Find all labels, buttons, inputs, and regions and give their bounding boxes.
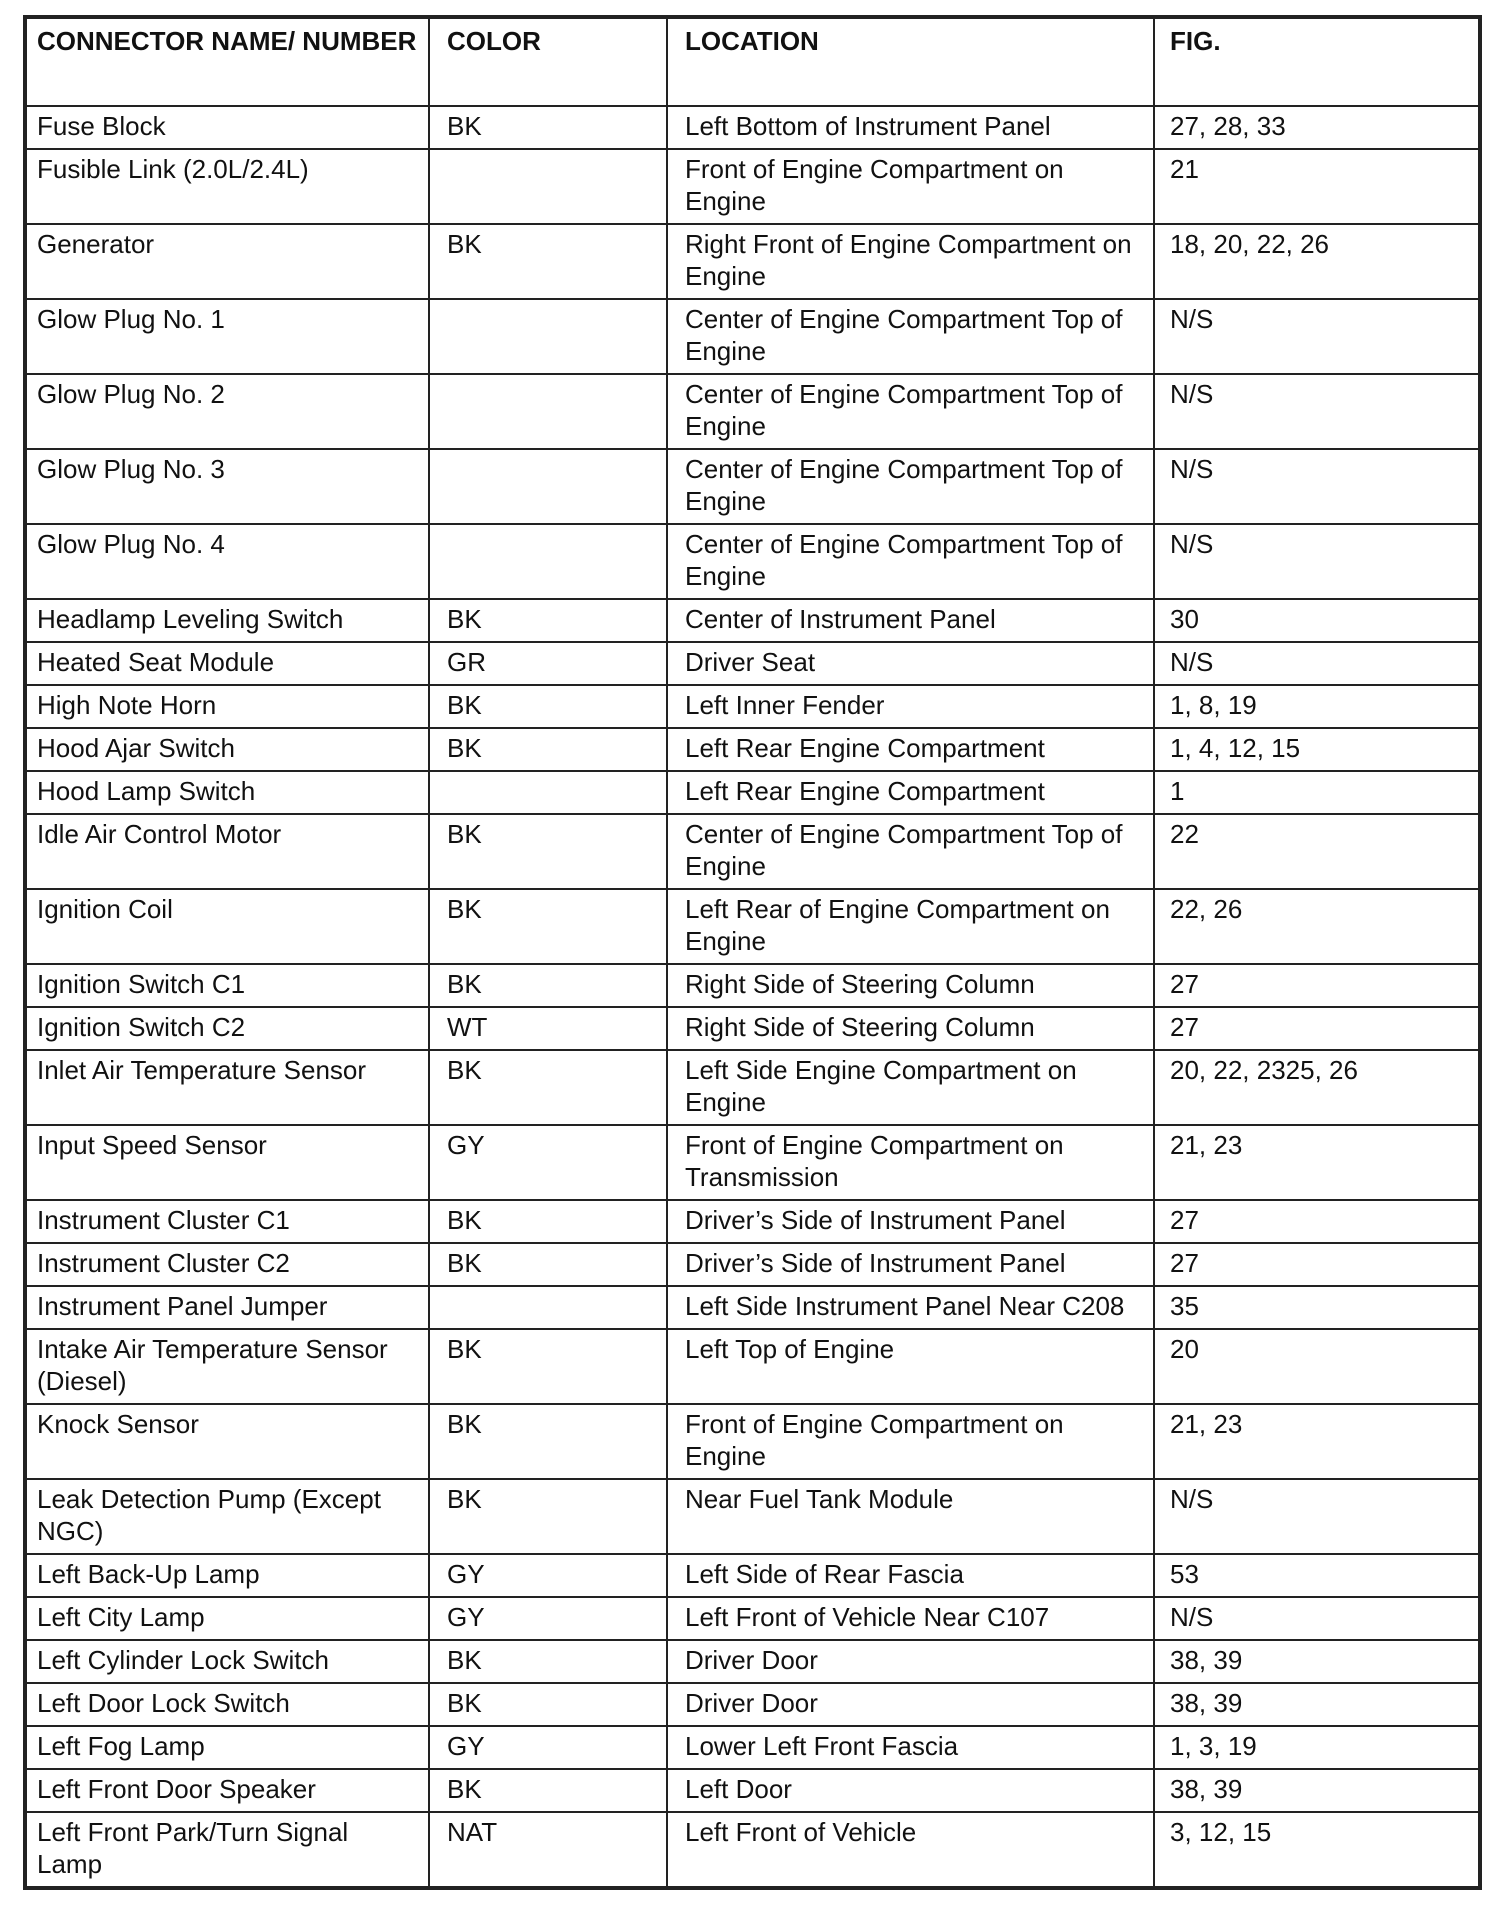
table-row xyxy=(25,299,1480,374)
cell-fig: 20 xyxy=(1154,1329,1480,1404)
cell-connector-name: Hood Lamp Switch xyxy=(25,771,429,814)
cell-connector-name: Idle Air Control Motor xyxy=(25,814,429,889)
cell-color: GR xyxy=(429,642,667,685)
cell-fig: 27 xyxy=(1154,964,1480,1007)
header-fig: FIG. xyxy=(1154,17,1480,106)
cell-color: GY xyxy=(429,1554,667,1597)
cell-location: Center of Instrument Panel xyxy=(667,599,1154,642)
cell-fig: 22 xyxy=(1154,814,1480,889)
cell-connector-name: Glow Plug No. 3 xyxy=(25,449,429,524)
header-location: LOCATION xyxy=(667,17,1154,106)
cell-fig: 1, 8, 19 xyxy=(1154,685,1480,728)
cell-connector-name: Leak Detection Pump (Except NGC) xyxy=(25,1479,429,1554)
table-row xyxy=(25,149,1480,224)
table-row xyxy=(25,1050,1480,1125)
cell-color: BK xyxy=(429,1050,667,1125)
cell-color: BK xyxy=(429,1769,667,1812)
cell-color: BK xyxy=(429,106,667,149)
cell-connector-name: Ignition Switch C1 xyxy=(25,964,429,1007)
cell-color: BK xyxy=(429,814,667,889)
cell-location: Right Side of Steering Column xyxy=(667,1007,1154,1050)
table-row xyxy=(25,1125,1480,1200)
table-row xyxy=(25,685,1480,728)
cell-connector-name: Instrument Cluster C1 xyxy=(25,1200,429,1243)
cell-fig: 21, 23 xyxy=(1154,1404,1480,1479)
cell-location: Left Side Instrument Panel Near C208 xyxy=(667,1286,1154,1329)
cell-color: BK xyxy=(429,728,667,771)
cell-location: Left Door xyxy=(667,1769,1154,1812)
cell-location: Left Rear Engine Compartment xyxy=(667,728,1154,771)
table-row xyxy=(25,1597,1480,1640)
table-row xyxy=(25,1200,1480,1243)
cell-location: Left Bottom of Instrument Panel xyxy=(667,106,1154,149)
cell-color: WT xyxy=(429,1007,667,1050)
cell-connector-name: Instrument Panel Jumper xyxy=(25,1286,429,1329)
cell-location: Center of Engine Compartment Top of Engine xyxy=(667,814,1154,889)
cell-color xyxy=(429,449,667,524)
cell-color xyxy=(429,524,667,599)
cell-connector-name: Ignition Switch C2 xyxy=(25,1007,429,1050)
cell-fig: N/S xyxy=(1154,524,1480,599)
table-row xyxy=(25,1683,1480,1726)
table-row xyxy=(25,771,1480,814)
cell-location: Driver Door xyxy=(667,1683,1154,1726)
cell-color: BK xyxy=(429,685,667,728)
table-row xyxy=(25,1479,1480,1554)
cell-fig: 21, 23 xyxy=(1154,1125,1480,1200)
cell-connector-name: Left Back-Up Lamp xyxy=(25,1554,429,1597)
cell-color: GY xyxy=(429,1726,667,1769)
cell-location: Near Fuel Tank Module xyxy=(667,1479,1154,1554)
cell-fig: 38, 39 xyxy=(1154,1640,1480,1683)
cell-fig: N/S xyxy=(1154,374,1480,449)
cell-location: Driver’s Side of Instrument Panel xyxy=(667,1200,1154,1243)
cell-connector-name: Left Door Lock Switch xyxy=(25,1683,429,1726)
cell-location: Center of Engine Compartment Top of Engine xyxy=(667,449,1154,524)
table-row xyxy=(25,728,1480,771)
cell-fig: 53 xyxy=(1154,1554,1480,1597)
cell-connector-name: Ignition Coil xyxy=(25,889,429,964)
cell-color: BK xyxy=(429,889,667,964)
table-row xyxy=(25,1007,1480,1050)
cell-location: Driver Seat xyxy=(667,642,1154,685)
cell-fig: 1 xyxy=(1154,771,1480,814)
cell-fig: 18, 20, 22, 26 xyxy=(1154,224,1480,299)
cell-connector-name: Left Fog Lamp xyxy=(25,1726,429,1769)
cell-location: Left Rear of Engine Compartment on Engine xyxy=(667,889,1154,964)
table-row xyxy=(25,1286,1480,1329)
cell-location: Lower Left Front Fascia xyxy=(667,1726,1154,1769)
cell-fig: 3, 12, 15 xyxy=(1154,1812,1480,1888)
cell-location: Driver Door xyxy=(667,1640,1154,1683)
cell-location: Left Inner Fender xyxy=(667,685,1154,728)
cell-fig: N/S xyxy=(1154,449,1480,524)
cell-location: Left Front of Vehicle xyxy=(667,1812,1154,1888)
cell-connector-name: Instrument Cluster C2 xyxy=(25,1243,429,1286)
cell-fig: N/S xyxy=(1154,642,1480,685)
cell-location: Center of Engine Compartment Top of Engine xyxy=(667,299,1154,374)
cell-color: BK xyxy=(429,1640,667,1683)
cell-connector-name: Headlamp Leveling Switch xyxy=(25,599,429,642)
cell-fig: 21 xyxy=(1154,149,1480,224)
table-row xyxy=(25,642,1480,685)
cell-connector-name: Glow Plug No. 2 xyxy=(25,374,429,449)
cell-color xyxy=(429,1286,667,1329)
cell-connector-name: Fusible Link (2.0L/2.4L) xyxy=(25,149,429,224)
cell-color: BK xyxy=(429,964,667,1007)
cell-connector-name: High Note Horn xyxy=(25,685,429,728)
table-row xyxy=(25,1554,1480,1597)
table-row xyxy=(25,814,1480,889)
table-row xyxy=(25,889,1480,964)
cell-location: Front of Engine Compartment on Engine xyxy=(667,1404,1154,1479)
cell-color: BK xyxy=(429,1479,667,1554)
cell-fig: 27, 28, 33 xyxy=(1154,106,1480,149)
cell-fig: 1, 3, 19 xyxy=(1154,1726,1480,1769)
cell-location: Left Top of Engine xyxy=(667,1329,1154,1404)
cell-location: Left Front of Vehicle Near C107 xyxy=(667,1597,1154,1640)
cell-color: GY xyxy=(429,1125,667,1200)
cell-fig: 1, 4, 12, 15 xyxy=(1154,728,1480,771)
cell-fig: N/S xyxy=(1154,1597,1480,1640)
cell-location: Left Side Engine Compartment on Engine xyxy=(667,1050,1154,1125)
cell-color: GY xyxy=(429,1597,667,1640)
cell-fig: 38, 39 xyxy=(1154,1683,1480,1726)
cell-fig: 22, 26 xyxy=(1154,889,1480,964)
cell-location: Driver’s Side of Instrument Panel xyxy=(667,1243,1154,1286)
table-row xyxy=(25,1329,1480,1404)
cell-connector-name: Knock Sensor xyxy=(25,1404,429,1479)
cell-connector-name: Left City Lamp xyxy=(25,1597,429,1640)
table-row xyxy=(25,599,1480,642)
table-row xyxy=(25,1243,1480,1286)
cell-color: BK xyxy=(429,224,667,299)
table-row xyxy=(25,1812,1480,1888)
cell-connector-name: Input Speed Sensor xyxy=(25,1125,429,1200)
cell-color: BK xyxy=(429,1404,667,1479)
cell-connector-name: Left Front Door Speaker xyxy=(25,1769,429,1812)
cell-connector-name: Glow Plug No. 4 xyxy=(25,524,429,599)
cell-color: BK xyxy=(429,1200,667,1243)
table-row xyxy=(25,224,1480,299)
cell-fig: 20, 22, 2325, 26 xyxy=(1154,1050,1480,1125)
header-color: COLOR xyxy=(429,17,667,106)
cell-color: BK xyxy=(429,1683,667,1726)
table-row xyxy=(25,1404,1480,1479)
cell-fig: 35 xyxy=(1154,1286,1480,1329)
cell-connector-name: Left Front Park/Turn Signal Lamp xyxy=(25,1812,429,1888)
table-row xyxy=(25,1726,1480,1769)
cell-location: Left Rear Engine Compartment xyxy=(667,771,1154,814)
cell-fig: 30 xyxy=(1154,599,1480,642)
table-row xyxy=(25,374,1480,449)
cell-connector-name: Intake Air Temperature Sensor (Diesel) xyxy=(25,1329,429,1404)
cell-connector-name: Fuse Block xyxy=(25,106,429,149)
table-row xyxy=(25,106,1480,149)
cell-connector-name: Generator xyxy=(25,224,429,299)
cell-color xyxy=(429,771,667,814)
cell-color: BK xyxy=(429,1329,667,1404)
cell-fig: 27 xyxy=(1154,1243,1480,1286)
cell-location: Front of Engine Compartment on Transmission xyxy=(667,1125,1154,1200)
cell-connector-name: Hood Ajar Switch xyxy=(25,728,429,771)
cell-location: Left Side of Rear Fascia xyxy=(667,1554,1154,1597)
cell-color: BK xyxy=(429,599,667,642)
cell-location: Front of Engine Compartment on Engine xyxy=(667,149,1154,224)
cell-color xyxy=(429,149,667,224)
cell-fig: 27 xyxy=(1154,1007,1480,1050)
cell-color: NAT xyxy=(429,1812,667,1888)
table-row xyxy=(25,1640,1480,1683)
table-row xyxy=(25,1769,1480,1812)
cell-color xyxy=(429,299,667,374)
cell-fig: N/S xyxy=(1154,299,1480,374)
cell-location: Right Side of Steering Column xyxy=(667,964,1154,1007)
table-header-row xyxy=(25,17,1480,106)
table-row xyxy=(25,449,1480,524)
cell-connector-name: Left Cylinder Lock Switch xyxy=(25,1640,429,1683)
cell-location: Center of Engine Compartment Top of Engine xyxy=(667,374,1154,449)
table-row xyxy=(25,964,1480,1007)
cell-connector-name: Inlet Air Temperature Sensor xyxy=(25,1050,429,1125)
connector-table xyxy=(23,15,1482,1890)
cell-fig: N/S xyxy=(1154,1479,1480,1554)
cell-location: Right Front of Engine Compartment on Engine xyxy=(667,224,1154,299)
table-row xyxy=(25,524,1480,599)
cell-color: BK xyxy=(429,1243,667,1286)
cell-fig: 27 xyxy=(1154,1200,1480,1243)
cell-connector-name: Heated Seat Module xyxy=(25,642,429,685)
cell-fig: 38, 39 xyxy=(1154,1769,1480,1812)
header-connector-name: CONNECTOR NAME/ NUMBER xyxy=(25,17,429,106)
cell-color xyxy=(429,374,667,449)
cell-connector-name: Glow Plug No. 1 xyxy=(25,299,429,374)
cell-location: Center of Engine Compartment Top of Engine xyxy=(667,524,1154,599)
